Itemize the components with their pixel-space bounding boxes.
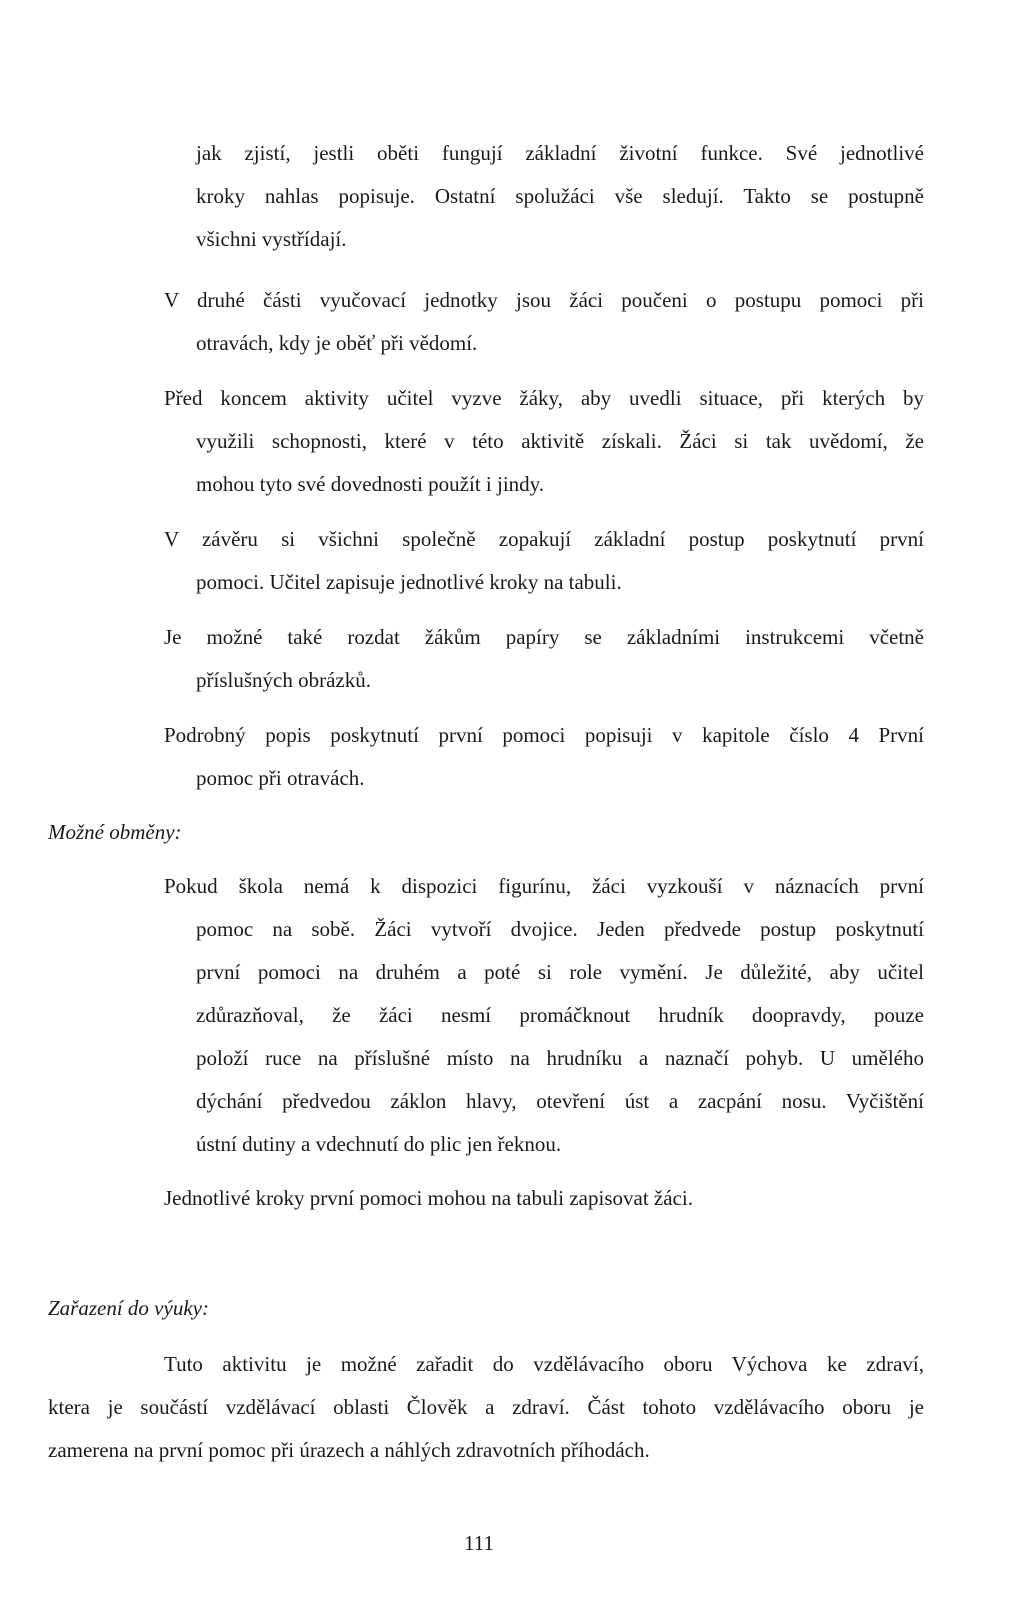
paragraph-line: pomoci. Učitel zapisuje jednotlivé kroky na tabuli. — [196, 570, 622, 594]
paragraph-line: ústní dutiny a vdechnutí do plic jen řeknou. — [196, 1132, 562, 1156]
section-label-variations: Možné obměny: — [48, 820, 182, 844]
paragraph-line: V závěru si všichni společně zopakují základní postup poskytnutí první — [164, 527, 924, 551]
paragraph-line: Před koncem aktivity učitel vyzve žáky, aby uvedli situace, při kterých by — [164, 386, 924, 410]
page-number: 111 — [464, 1531, 494, 1555]
paragraph-line: příslušných obrázků. — [196, 668, 371, 692]
paragraph-line: Jednotlivé kroky první pomoci mohou na tabuli zapisovat žáci. — [164, 1186, 693, 1210]
paragraph-line: pomoc na sobě. Žáci vytvoří dvojice. Jeden předvede postup poskytnutí — [196, 917, 924, 941]
paragraph-line: Je možné také rozdat žákům papíry se základními instrukcemi včetně — [164, 625, 924, 649]
paragraph-line: mohou tyto své dovednosti použít i jindy. — [196, 472, 545, 496]
paragraph-line: dýchání předvedou záklon hlavy, otevření úst a zacpání nosu. Vyčištění — [196, 1089, 924, 1113]
paragraph-line: kroky nahlas popisuje. Ostatní spolužáci vše sledují. Takto se postupně — [196, 184, 924, 208]
paragraph-line: Tuto aktivitu je možné zařadit do vzdělávacího oboru Výchova ke zdraví, — [164, 1352, 924, 1376]
paragraph-line: Podrobný popis poskytnutí první pomoci popisuji v kapitole číslo 4 První — [164, 723, 924, 747]
paragraph-line: jak zjistí, jestli oběti fungují základní životní funkce. Své jednotlivé — [196, 141, 924, 165]
section-label-inclusion: Zařazení do výuky: — [48, 1296, 209, 1320]
paragraph-line: Pokud škola nemá k dispozici figurínu, žáci vyzkouší v náznacích první — [164, 874, 924, 898]
paragraph-line: zamerena na první pomoc při úrazech a náhlých zdravotních příhodách. — [48, 1438, 650, 1462]
paragraph-line: otravách, kdy je oběť při vědomí. — [196, 331, 478, 355]
paragraph-line: ktera je součástí vzdělávací oblasti Člověk a zdraví. Část tohoto vzdělávacího oboru je — [48, 1395, 924, 1419]
paragraph-line: V druhé části vyučovací jednotky jsou žáci poučeni o postupu pomoci při — [164, 288, 924, 312]
paragraph-line: první pomoci na druhém a poté si role vymění. Je důležité, aby učitel — [196, 960, 924, 984]
paragraph-line: pomoc při otravách. — [196, 766, 365, 790]
paragraph-line: zdůrazňoval, že žáci nesmí promáčknout hrudník doopravdy, pouze — [196, 1003, 924, 1027]
paragraph-line: všichni vystřídají. — [196, 227, 347, 251]
paragraph-line: položí ruce na příslušné místo na hrudníku a naznačí pohyb. U umělého — [196, 1046, 924, 1070]
paragraph-line: využili schopnosti, které v této aktivitě získali. Žáci si tak uvědomí, že — [196, 429, 924, 453]
